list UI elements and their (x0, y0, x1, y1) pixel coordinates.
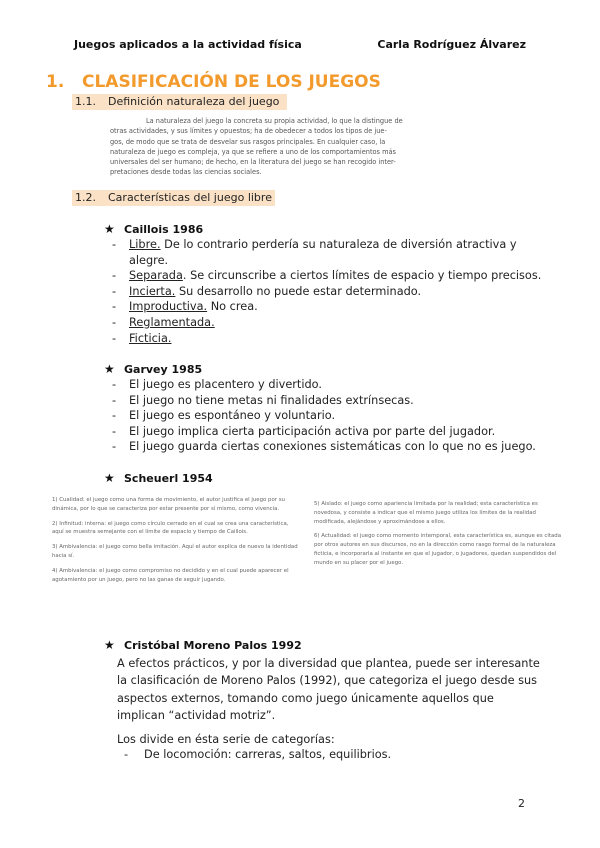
item-text: El juego no tiene metas ni finalidades extrínsecas. (129, 393, 414, 407)
paragraph-line: otras actividades, y sus límites y opuestos; ha de obedecer a todos los tipos de jue- (110, 127, 387, 136)
dash-bullet: - (112, 269, 117, 283)
dash-bullet: - (112, 393, 117, 407)
caillois-list (112, 237, 541, 346)
author-title: Scheuerl 1954 (124, 472, 213, 485)
paragraph-line: naturaleza de juego es compleja, ya que se refiere a uno de los comportamientos más (110, 147, 396, 156)
star-bullet-icon: ★ (104, 222, 115, 236)
item-text: Su desarrollo no puede estar determinado. (175, 284, 422, 298)
item-keyword: Reglamentada. (129, 315, 215, 329)
subsection-heading-definition (72, 94, 287, 110)
item-text: El juego es espontáneo y voluntario. (129, 409, 336, 423)
section-heading (46, 72, 381, 92)
dash-bullet: - (112, 440, 117, 454)
page-header (74, 38, 526, 54)
subsection-number: 1.1. (75, 95, 96, 108)
list-item (112, 424, 536, 440)
scan-paragraph: 4) Ambivalencia: el juego como compromiso no decidido y en el cual puede aparecer el agotamiento por un juego, pero no las ganas de seguir jugando. (52, 567, 289, 583)
moreno-heading (104, 638, 302, 652)
list-item (112, 284, 541, 300)
category-item (124, 748, 391, 761)
paragraph-line: pretaciones desde todas las ciencias sociales. (110, 168, 262, 177)
list-item (112, 393, 536, 409)
scan-paragraph: 3) Ambivalencia: el juego como bella imitación. Aquí el autor explica de nuevo la identidad hacia sí. (52, 544, 298, 559)
dash-bullet: - (124, 748, 129, 761)
subsection-title: Características del juego libre (108, 191, 272, 204)
subsection-title: Definición naturaleza del juego (108, 95, 280, 108)
caillois-heading (104, 222, 203, 236)
item-text: De locomoción: carreras, saltos, equilibrios. (144, 748, 392, 761)
star-bullet-icon: ★ (104, 362, 115, 376)
subsection-number: 1.2. (75, 191, 96, 204)
dash-bullet: - (112, 424, 117, 438)
item-keyword: Ficticia. (129, 331, 172, 345)
author-title: Cristóbal Moreno Palos 1992 (124, 639, 302, 652)
item-text: El juego es placentero y divertido. (129, 378, 322, 391)
list-item (112, 268, 541, 284)
item-text: El juego implica cierta participación activa por parte del jugador. (129, 424, 496, 438)
author-title: Caillois 1986 (124, 223, 204, 236)
list-item (112, 299, 541, 315)
dash-bullet: - (112, 300, 117, 314)
item-text: No crea. (207, 300, 258, 314)
list-item (112, 315, 541, 331)
scan-paragraph: 2) Infinitud: interna: el juego como círculo cerrado en el cual se crea una característica, aquí se muestra semejante con el límite de espacio y tiempo de Caillois. (52, 520, 289, 536)
dash-bullet: - (112, 315, 117, 329)
paragraph-line: A efectos prácticos, y por la diversidad que plantea, puede ser interesante (117, 657, 540, 670)
scan-paragraph: 1) Cualidad: el juego como una forma de movimiento, el autor justifica el juego por su dinámica, por lo que se caracteriza por estar presente por sí mismo, como vivencia. (52, 497, 285, 512)
author-name: Carla Rodríguez Álvarez (377, 38, 526, 51)
paragraph-line: la clasificación de Moreno Palos (1992), que categoriza el juego desde sus (117, 674, 538, 688)
dash-bullet: - (112, 409, 117, 423)
item-text: De lo contrario perdería su naturaleza de diversión atractiva y (160, 238, 517, 251)
item-text: El juego guarda ciertas conexiones sistemáticas con lo que no es juego. (129, 440, 536, 454)
paragraph-line: La naturaleza del juego la concreta su propia actividad, lo que la distingue de (146, 117, 403, 125)
item-text: alegre. (129, 253, 169, 267)
subsection-heading-characteristics (72, 190, 275, 206)
document-title: Juegos aplicados a la actividad física (74, 38, 302, 51)
item-keyword: Incierta. (129, 284, 176, 298)
star-bullet-icon: ★ (104, 638, 115, 652)
dash-bullet: - (112, 238, 117, 251)
garvey-heading (104, 362, 202, 376)
item-text: . Se circunscribe a ciertos límites de espacio y tiempo precisos. (182, 269, 542, 283)
list-item (112, 408, 536, 424)
scan-paragraph: 6) Actualidad: el juego como momento intemporal, esta característica es, aunque es citada por otros autores en sus discursos, no en la dirección como rasgo formal de la naturaleza ficticia, e incorporarla al instante en que el jugador, o jugadores, quedan suspendidos del mundo en su placer por el juego. (314, 533, 561, 566)
dash-bullet: - (112, 331, 117, 345)
paragraph-line: gos, de modo que se trata de desvelar sus rasgos principales. En cualquier caso, la (110, 137, 386, 146)
star-bullet-icon: ★ (104, 471, 115, 485)
section-title: CLASIFICACIÓN DE LOS JUEGOS (82, 72, 381, 92)
author-title: Garvey 1985 (124, 363, 203, 376)
scheuerl-scan-left (52, 496, 300, 590)
moreno-paragraph (117, 655, 540, 725)
scan-paragraph: 5) Aislado: el juego como apariencia limitada por la realidad; esta característica es novedosa, y consiste a indicar que el mismo juego utiliza los límites de la realidad modificada, alejándose y aproximándose a ellos. (314, 501, 538, 525)
garvey-list (112, 377, 536, 455)
section-number: 1. (46, 72, 65, 92)
list-item (112, 237, 541, 253)
dash-bullet: - (112, 284, 117, 298)
paragraph-line: universales del ser humano; de hecho, en la literatura del juego se han recogido inter- (110, 158, 396, 167)
categories-intro: Los divide en ésta serie de categorías: (117, 733, 335, 746)
list-item (112, 439, 536, 455)
dash-bullet: - (112, 378, 117, 391)
item-keyword: Libre. (129, 238, 161, 251)
page-number: 2 (518, 797, 525, 810)
paragraph-line: implican “actividad motriz”. (117, 709, 276, 723)
definition-paragraph (110, 116, 526, 178)
list-item-continuation (112, 253, 541, 269)
scheuerl-heading (104, 471, 213, 485)
item-keyword: Improductiva. (129, 300, 208, 314)
list-item (112, 377, 536, 393)
item-keyword: Separada (129, 269, 183, 283)
paragraph-line: aspectos externos, tomando como juego únicamente aquellos que (117, 691, 494, 705)
list-item (112, 331, 541, 347)
scheuerl-scan-right (314, 500, 562, 574)
